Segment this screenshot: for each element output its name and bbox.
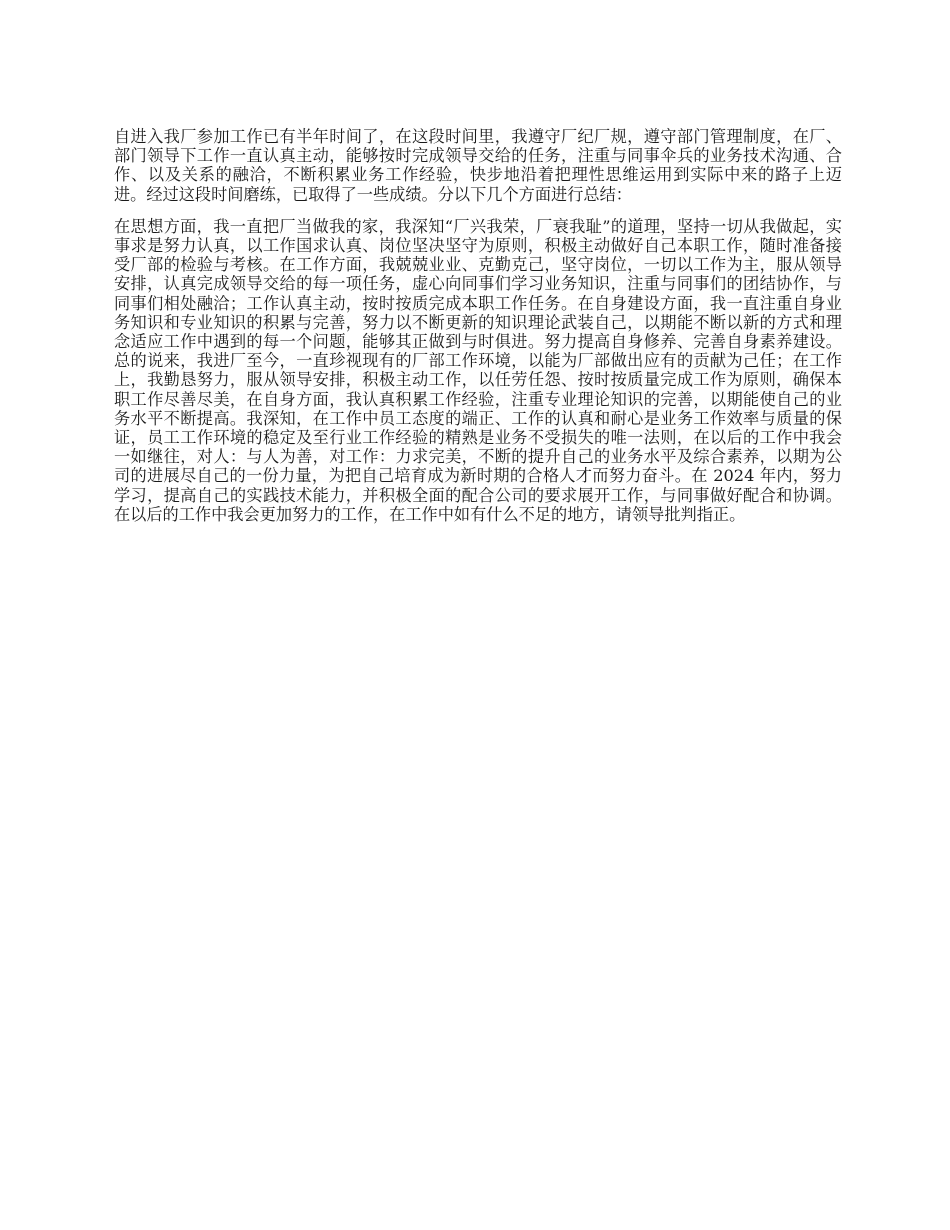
document-body — [114, 127, 842, 537]
summary-paragraph: 在思想方面，我一直把厂当做我的家，我深知“厂兴我荣，厂衰我耻”的道理，坚持一切从我做起，实事求是努力认真，以工作国求认真、岗位坚决坚守为原则，积极主动做好自己本职工作，随时准备接受厂部的检验与考核。在工作方面，我兢兢业业、克勤克己，坚守岗位，一切以工作为主，服从领导安排，认真完成领导交给的每一项任务，虚心向同事们学习业务知识，注重与同事们的团结协作，与同事们相处融洽；工作认真主动，按时按质完成本职工作任务。在自身建设方面，我一直注重自身业务知识和专业知识的积累与完善，努力以不断更新的知识理论武装自己，以期能不断以新的方式和理念适应工作中遇到的每一个问题，能够其正做到与时俱进。努力提高自身修养、完善自身素养建设。总的说来，我进厂至今，一直珍视现有的厂部工作环境，以能为厂部做出应有的贡献为己任；在工作上，我勤恳努力，服从领导安排，积极主动工作，以任劳任怨、按时按质量完成工作为原则，确保本职工作尽善尽美，在自身方面，我认真积累工作经验，注重专业理论知识的完善，以期能使自己的业务水平不断提高。我深知，在工作中员工态度的端正、工作的认真和耐心是业务工作效率与质量的保证，员工工作环境的稳定及至行业工作经验的精熟是业务不受损失的唯一法则，在以后的工作中我会一如继往，对人：与人为善，对工作：力求完美，不断的提升自己的业务水平及综合素养，以期为公司的进展尽自己的一份力量，为把自己培育成为新时期的合格人才而努力奋斗。在 2024 年内，努力学习，提高自己的实践技术能力，并积极全面的配合公司的要求展开工作，与同事做好配合和协调。在以后的工作中我会更加努力的工作，在工作中如有什么不足的地方，请领导批判指正。 — [114, 216, 842, 524]
intro-paragraph: 自进入我厂参加工作已有半年时间了，在这段时间里，我遵守厂纪厂规，遵守部门管理制度，在厂、部门领导下工作一直认真主动，能够按时完成领导交给的任务，注重与同事伞兵的业务技术沟通、合作、以及关系的融洽，不断积累业务工作经验，快步地沿着把理性思维运用到实际中来的路子上迈进。经过这段时间磨练，已取得了一些成绩。分以下几个方面进行总结： — [114, 127, 842, 204]
